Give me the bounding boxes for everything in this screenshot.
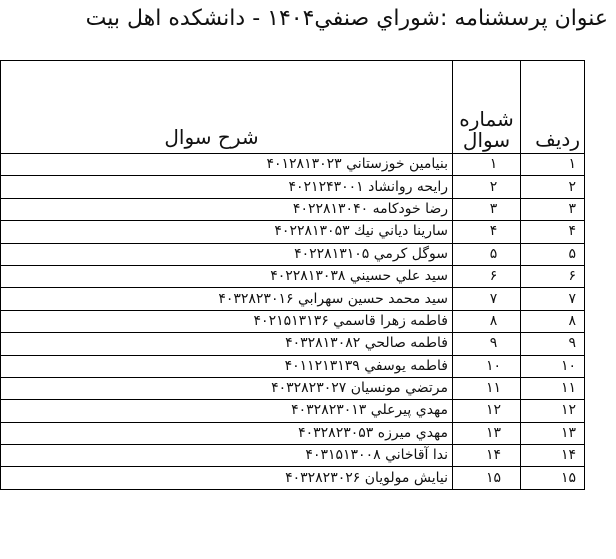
- cell-question-number: ۵: [453, 243, 521, 265]
- cell-question-description: مهدي ميرزه ۴۰۳۲۸۲۳۰۵۳: [1, 422, 453, 444]
- cell-question-description: سوگل كرمي ۴۰۲۲۸۱۳۱۰۵: [1, 243, 453, 265]
- cell-row-number: ۱۵: [521, 467, 585, 489]
- table-row: [1, 310, 585, 332]
- header-question-description: شرح سوال: [1, 61, 453, 154]
- header-row-number: رديف: [521, 61, 585, 154]
- cell-question-number: ۷: [453, 288, 521, 310]
- cell-row-number: ۷: [521, 288, 585, 310]
- cell-question-number: ۲: [453, 176, 521, 198]
- cell-row-number: ۳: [521, 198, 585, 220]
- cell-row-number: ۲: [521, 176, 585, 198]
- cell-question-number: ۱۳: [453, 422, 521, 444]
- table-header-row: [1, 61, 585, 154]
- cell-question-description: مهدي پيرعلي ۴۰۳۲۸۲۳۰۱۳: [1, 400, 453, 422]
- cell-question-number: ۱۲: [453, 400, 521, 422]
- cell-question-number: ۱۵: [453, 467, 521, 489]
- table-row: [1, 221, 585, 243]
- table-row: [1, 243, 585, 265]
- cell-row-number: ۱: [521, 154, 585, 176]
- table-row: [1, 265, 585, 287]
- cell-question-number: ۱۴: [453, 445, 521, 467]
- cell-row-number: ۶: [521, 265, 585, 287]
- cell-row-number: ۹: [521, 333, 585, 355]
- table-row: [1, 176, 585, 198]
- cell-question-description: نيايش مولويان ۴۰۳۲۸۲۳۰۲۶: [1, 467, 453, 489]
- table-row: [1, 333, 585, 355]
- cell-question-description: سيد محمد حسين سهرابي ۴۰۳۲۸۲۳۰۱۶: [1, 288, 453, 310]
- cell-question-description: ندا آقاخاني ۴۰۳۱۵۱۳۰۰۸: [1, 445, 453, 467]
- cell-question-number: ۹: [453, 333, 521, 355]
- cell-question-number: ۳: [453, 198, 521, 220]
- table-row: [1, 154, 585, 176]
- cell-row-number: ۱۴: [521, 445, 585, 467]
- header-question-number-line1: شماره: [459, 107, 514, 131]
- cell-question-description: فاطمه صالحي ۴۰۳۲۸۱۳۰۸۲: [1, 333, 453, 355]
- cell-question-number: ۱: [453, 154, 521, 176]
- cell-question-description: فاطمه زهرا قاسمي ۴۰۲۱۵۱۳۱۳۶: [1, 310, 453, 332]
- cell-question-description: فاطمه يوسفي ۴۰۱۱۲۱۳۱۳۹: [1, 355, 453, 377]
- cell-row-number: ۱۳: [521, 422, 585, 444]
- cell-question-number: ۱۱: [453, 377, 521, 399]
- table-row: [1, 422, 585, 444]
- cell-question-description: سيد علي حسيني ۴۰۲۲۸۱۳۰۳۸: [1, 265, 453, 287]
- cell-question-description: رايحه روانشاد ۴۰۲۱۲۴۳۰۰۱: [1, 176, 453, 198]
- table-row: [1, 400, 585, 422]
- header-question-number-line2: سوال: [462, 128, 511, 152]
- cell-question-number: ۸: [453, 310, 521, 332]
- cell-row-number: ۱۱: [521, 377, 585, 399]
- table-row: [1, 445, 585, 467]
- cell-row-number: ۱۰: [521, 355, 585, 377]
- cell-question-number: ۴: [453, 221, 521, 243]
- cell-question-description: مرتضي مونسيان ۴۰۳۲۸۲۳۰۲۷: [1, 377, 453, 399]
- questions-table: [0, 60, 585, 490]
- cell-question-description: بنيامين خوزستاني ۴۰۱۲۸۱۳۰۲۳: [1, 154, 453, 176]
- table-row: [1, 288, 585, 310]
- table-row: [1, 355, 585, 377]
- table-row: [1, 198, 585, 220]
- cell-question-description: سارينا دياني نيك ۴۰۲۲۸۱۳۰۵۳: [1, 221, 453, 243]
- header-question-number: [453, 61, 521, 154]
- cell-row-number: ۵: [521, 243, 585, 265]
- cell-row-number: ۸: [521, 310, 585, 332]
- cell-question-number: ۶: [453, 265, 521, 287]
- cell-row-number: ۱۲: [521, 400, 585, 422]
- cell-question-description: رضا خودكامه ۴۰۲۲۸۱۳۰۴۰: [1, 198, 453, 220]
- cell-question-number: ۱۰: [453, 355, 521, 377]
- cell-row-number: ۴: [521, 221, 585, 243]
- table-row: [1, 467, 585, 489]
- page-title: عنوان پرسشنامه :شوراي صنفي۱۴۰۴ - دانشكده اهل بيت: [85, 6, 608, 31]
- table-row: [1, 377, 585, 399]
